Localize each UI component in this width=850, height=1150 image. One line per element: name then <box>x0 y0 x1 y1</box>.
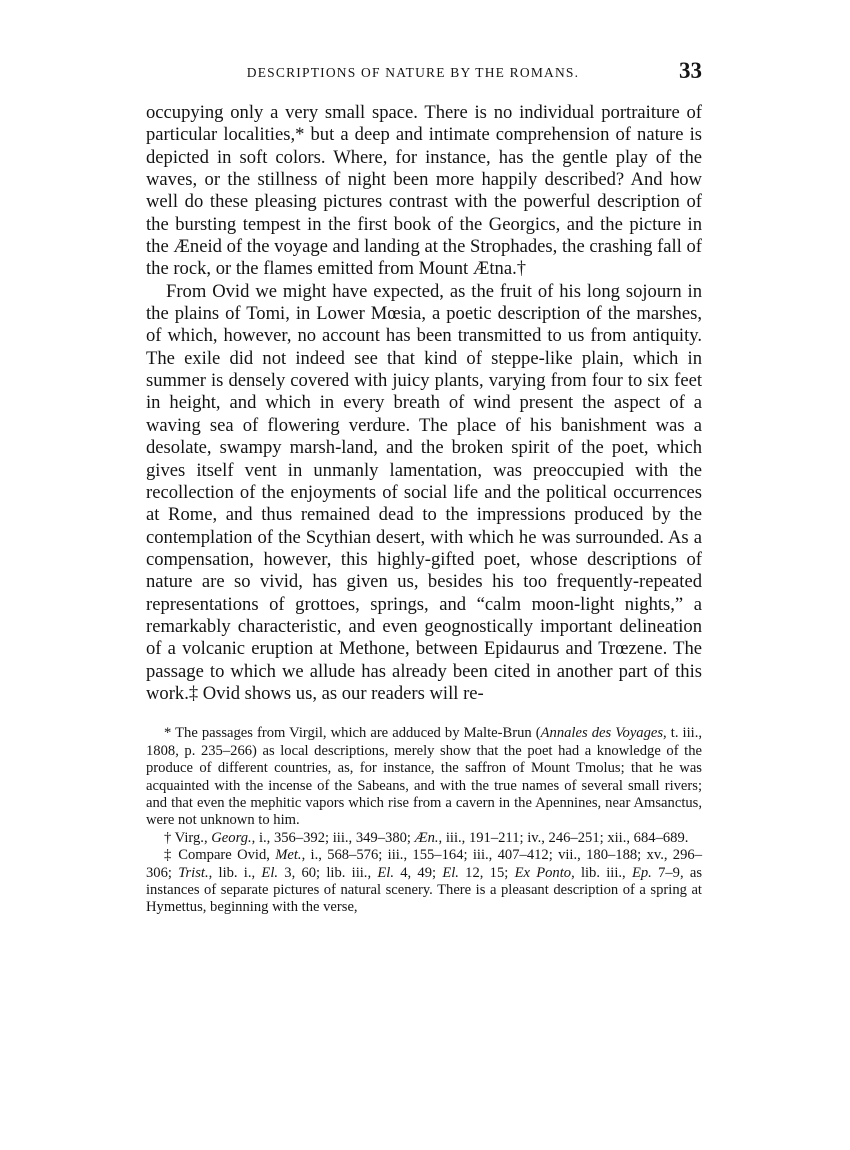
running-title: DESCRIPTIONS OF NATURE BY THE ROMANS. <box>246 65 580 80</box>
footnotes <box>146 725 702 916</box>
running-header <box>146 58 702 92</box>
paragraph-2: From Ovid we might have expected, as the fruit of his long sojourn in the plains of Tomi, in Lower Mœsia, a poetic description of the marshes, of which, however, no account has been transmitted to us from antiquity. The exile did not indeed see that kind of steppe-like plain, which in summer is densely covered with juicy plants, varying from four to six feet in height, and which in every breath of wind present the aspect of a waving sea of flowering verdure. The place of his banishment was a desolate, swampy marsh-land, and the broken spirit of the poet, which gives itself vent in unmanly lamentation, was preoccupied with the recollection of the enjoyments of social life and the political occurrences at Rome, and thus remained dead to the impressions produced by the contemplation of the Scythian desert, with which he was surrounded. As a compensation, however, this highly-gifted poet, whose descriptions of nature are so vivid, has given us, besides his too frequently-repeated representations of grottoes, springs, and “calm moon-light nights,” a remarkably characteristic, and even geognostically important delineation of a volcanic eruption at Methone, between Epidaurus and Trœzene. The passage to which we allude has already been cited in another part of this work.‡ Ovid shows us, as our readers will re- <box>146 280 702 704</box>
footnote-1: * The passages from Virgil, which are adduced by Malte-Brun (Annales des Voyages, t. iii., 1808, p. 235–266) as local descriptions, merely show that the poet had a knowledge of the produce of different countries, as, for instance, the saffron of Mount Tmolus; that he was acquainted with the incense of the Sabeans, and with the true names of several small rivers; and that even the mephitic vapors which rise from a cavern in the Apennines, near Amsanctus, were not unknown to him. <box>146 725 702 829</box>
book-page <box>146 58 702 917</box>
page-number: 33 <box>679 58 702 83</box>
footnote-2: † Virg., Georg., i., 356–392; iii., 349–380; Æn., iii., 191–211; iv., 246–251; xii., 684–689. <box>164 829 689 846</box>
footnote-3: ‡ Compare Ovid, Met., i., 568–576; iii., 155–164; iii., 407–412; vii., 180–188; xv., 296–306; Trist., lib. i., El. 3, 60; lib. iii., El. 4, 49; El. 12, 15; Ex Ponto, lib. iii., Ep. 7–9, as instances of separate pictures of natural scenery. There is a pleasant description of a spring at Hymettus, beginning with the verse, <box>146 847 703 916</box>
paragraph-1: occupying only a very small space. There is no individual portraiture of particular localities,* but a deep and intimate comprehension of nature is depicted in soft colors. Where, for instance, has the gentle play of the waves, or the stillness of night been more happily described? And how well do these pleasing pictures contrast with the powerful description of the bursting tempest in the first book of the Georgics, and the picture in the Æneid of the voyage and landing at the Strophades, the crashing fall of the rock, or the flames emitted from Mount Ætna.† <box>146 102 702 280</box>
main-text <box>146 102 702 705</box>
